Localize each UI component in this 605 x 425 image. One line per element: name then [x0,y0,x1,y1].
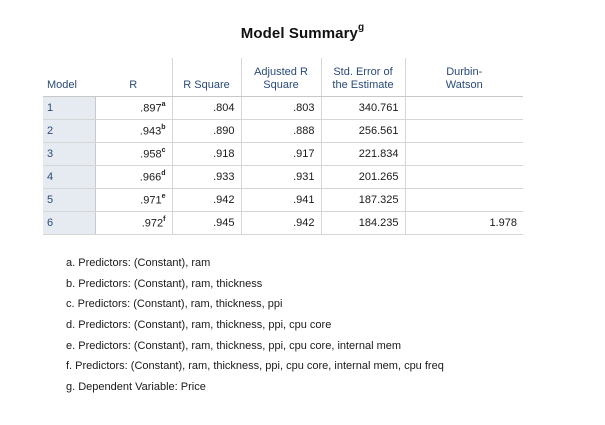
cell-r [95,143,172,166]
cell-r-square: .945 [172,212,241,235]
cell-std-error: 256.561 [321,120,405,143]
table-row [43,97,523,120]
cell-r [95,212,172,235]
header-adjusted-r-square [241,58,321,97]
footnote-a: a. Predictors: (Constant), ram [66,257,211,269]
header-std-error-line1: Std. Error of [333,66,393,78]
cell-std-error: 201.265 [321,166,405,189]
cell-adjusted-r-square: .942 [241,212,321,235]
table-title [0,24,605,42]
table-row [43,120,523,143]
cell-r-square: .942 [172,189,241,212]
cell-model: 5 [43,189,95,212]
header-durbin-watson-line2: Watson [445,79,483,91]
cell-adjusted-r-square: .917 [241,143,321,166]
cell-durbin-watson [405,97,523,120]
cell-std-error: 184.235 [321,212,405,235]
table-row [43,143,523,166]
table-row [43,166,523,189]
model-summary-table [43,58,523,235]
header-adjusted-r-square-line2: Square [263,79,299,91]
header-row [43,58,523,97]
footnote-e: e. Predictors: (Constant), ram, thickness, ppi, cpu core, internal mem [66,339,402,352]
cell-model: 6 [43,212,95,235]
title-footnote-marker: g [357,22,365,33]
cell-r-footnote: b [161,123,166,131]
cell-r-value: .971 [140,194,162,207]
cell-std-error: 221.834 [321,143,405,166]
cell-adjusted-r-square: .941 [241,189,321,212]
header-r-square: R Square [172,58,241,97]
cell-adjusted-r-square: .931 [241,166,321,189]
footnote-f: f. Predictors: (Constant), ram, thickness, ppi, cpu core, internal mem, cpu freq [66,360,444,373]
cell-r-footnote: c [161,146,166,154]
cell-r-value: .958 [140,148,162,161]
cell-r-value: .943 [139,125,162,138]
cell-r-value: .972 [141,217,164,230]
cell-r-footnote: e [161,192,166,200]
cell-r-square: .933 [172,166,241,189]
header-durbin-watson-line1: Durbin- [446,66,483,78]
cell-r-footnote: a [161,100,166,108]
cell-r-value: .966 [139,171,162,184]
cell-durbin-watson [405,189,523,212]
cell-r [95,166,172,189]
cell-model: 1 [43,97,95,120]
header-std-error-line2: the Estimate [332,79,394,91]
cell-durbin-watson [405,120,523,143]
cell-durbin-watson [405,143,523,166]
cell-adjusted-r-square: .803 [241,97,321,120]
cell-durbin-watson [405,166,523,189]
cell-r [95,189,172,212]
cell-r-square: .918 [172,143,241,166]
header-model: Model [43,58,95,97]
cell-adjusted-r-square: .888 [241,120,321,143]
footnote-g: g. Dependent Variable: Price [66,381,206,394]
cell-durbin-watson: 1.978 [405,212,523,235]
cell-r-value: .897 [140,102,162,115]
cell-r [95,97,172,120]
header-r: R [95,58,172,97]
cell-model: 3 [43,143,95,166]
cell-r-footnote: d [161,169,166,177]
footnote-b: b. Predictors: (Constant), ram, thickness [66,277,263,290]
table-title-text: Model Summary [240,25,358,42]
footnote-d: d. Predictors: (Constant), ram, thickness, ppi, cpu core [66,319,332,332]
footnote-c: c. Predictors: (Constant), ram, thickness, ppi [66,298,283,311]
header-std-error [321,58,405,97]
table-row [43,212,523,235]
cell-r-square: .890 [172,120,241,143]
footnotes [66,253,444,398]
header-durbin-watson [405,58,523,97]
cell-r [95,120,172,143]
cell-r-square: .804 [172,97,241,120]
table-row [43,189,523,212]
cell-model: 2 [43,120,95,143]
cell-model: 4 [43,166,95,189]
cell-std-error: 340.761 [321,97,405,120]
cell-r-footnote: f [163,215,166,223]
header-adjusted-r-square-line1: Adjusted R [254,66,308,78]
cell-std-error: 187.325 [321,189,405,212]
